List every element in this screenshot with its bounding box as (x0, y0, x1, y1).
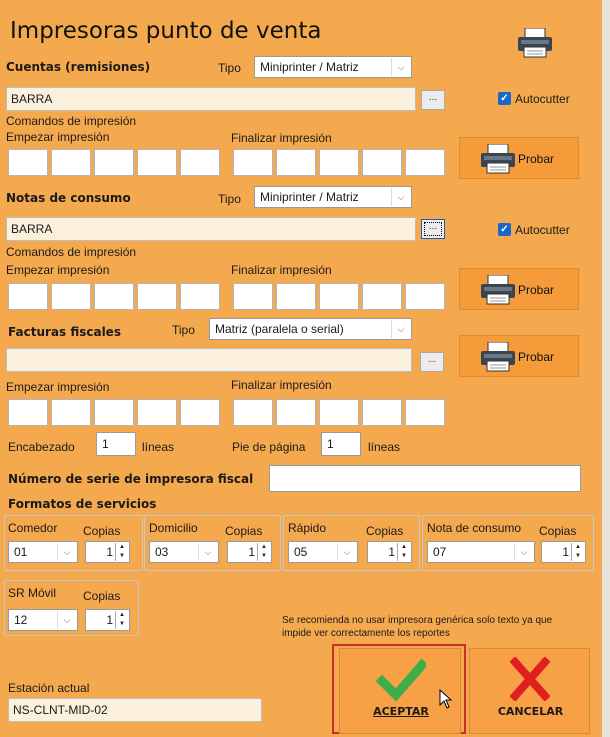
facturas-printer-field[interactable] (6, 348, 412, 372)
chevron-down-icon[interactable]: ⌵ (514, 543, 533, 561)
code-box[interactable] (319, 283, 359, 310)
down-arrow-icon[interactable]: ▼ (119, 553, 125, 559)
pie-input[interactable]: 1 (321, 432, 361, 456)
notas-browse-button[interactable]: ... (421, 219, 445, 239)
encabezado-unit: líneas (142, 440, 175, 454)
service-format-select[interactable] (427, 541, 535, 563)
code-box[interactable] (51, 149, 91, 176)
code-box[interactable] (233, 283, 273, 310)
service-name: Rápido (288, 521, 327, 535)
aceptar-label: ACEPTAR (373, 705, 429, 718)
cuentas-probar-button[interactable] (459, 137, 579, 179)
cuentas-autocutter-checkbox[interactable]: ✓ (498, 92, 511, 105)
serie-input[interactable] (269, 465, 581, 492)
autocutter-label: Autocutter (515, 92, 570, 106)
printer-icon (480, 144, 516, 174)
stepper-buttons[interactable] (115, 611, 128, 629)
service-group-comedor (4, 515, 143, 571)
probar-label: Probar (518, 152, 555, 166)
cancelar-label: CANCELAR (497, 705, 564, 718)
estacion-label: Estación actual (8, 681, 90, 695)
select-value: 03 (155, 545, 169, 559)
code-box[interactable] (233, 149, 273, 176)
tipo-label: Tipo (218, 61, 241, 75)
code-box[interactable] (180, 399, 220, 426)
select-value: Matriz (paralela o serial) (215, 322, 344, 336)
encabezado-label: Encabezado (8, 440, 75, 454)
facturas-probar-button[interactable] (459, 335, 579, 377)
end-label: Finalizar impresión (231, 378, 332, 392)
code-box[interactable] (137, 283, 177, 310)
copias-stepper[interactable] (85, 609, 130, 631)
service-group-nota (422, 515, 594, 571)
section-title-cuentas: Cuentas (remisiones) (6, 60, 151, 74)
code-box[interactable] (8, 149, 48, 176)
code-box[interactable] (137, 399, 177, 426)
encabezado-input[interactable]: 1 (96, 432, 136, 456)
pie-unit: líneas (368, 440, 401, 454)
chevron-down-icon[interactable]: ⌵ (391, 58, 410, 76)
down-arrow-icon[interactable]: ▼ (261, 553, 267, 559)
service-group-srmovil (4, 580, 139, 636)
start-label: Empezar impresión (6, 130, 110, 144)
up-arrow-icon[interactable]: ▲ (119, 544, 125, 550)
chevron-down-icon[interactable]: ⌵ (57, 543, 76, 561)
code-box[interactable] (51, 283, 91, 310)
section-title-notas: Notas de consumo (6, 191, 131, 205)
copias-stepper[interactable] (227, 541, 272, 563)
service-format-select[interactable] (8, 609, 78, 631)
code-box[interactable] (405, 283, 445, 310)
chevron-down-icon[interactable]: ⌵ (391, 188, 410, 206)
printer-note: Se recomienda no usar impresora genérica solo texto ya que impide ver correctamente los reportes (282, 615, 553, 639)
copias-label: Copias (366, 524, 404, 538)
stepper-buttons[interactable] (257, 543, 270, 561)
code-box[interactable] (233, 399, 273, 426)
commands-label: Comandos de impresión (6, 114, 137, 128)
copias-stepper[interactable] (85, 541, 130, 563)
select-value: 07 (433, 545, 447, 559)
probar-label: Probar (518, 283, 555, 297)
code-box[interactable] (362, 399, 402, 426)
estacion-field[interactable]: NS-CLNT-MID-02 (8, 698, 262, 722)
code-box[interactable] (180, 149, 220, 176)
up-arrow-icon[interactable]: ▲ (119, 612, 125, 618)
tipo-label: Tipo (172, 323, 195, 337)
code-box[interactable] (362, 283, 402, 310)
copias-label: Copias (83, 589, 121, 603)
facturas-browse-button[interactable]: ... (420, 352, 444, 372)
check-icon (376, 657, 426, 703)
code-box[interactable] (8, 283, 48, 310)
code-box[interactable] (8, 399, 48, 426)
service-name: SR Móvil (8, 586, 57, 600)
select-value: 01 (14, 545, 28, 559)
stepper-buttons[interactable] (115, 543, 128, 561)
copias-label: Copias (225, 524, 263, 538)
select-value: Miniprinter / Matriz (260, 60, 359, 74)
aceptar-button[interactable] (339, 648, 461, 734)
service-name: Nota de consumo (427, 521, 522, 535)
down-arrow-icon[interactable]: ▼ (119, 621, 125, 627)
notas-printer-field[interactable]: BARRA (6, 217, 416, 241)
code-box[interactable] (94, 283, 134, 310)
code-box[interactable] (51, 399, 91, 426)
page-title: Impresoras punto de venta (10, 18, 322, 44)
notas-autocutter-checkbox[interactable]: ✓ (498, 223, 511, 236)
window-edge (602, 0, 610, 737)
serie-label: Número de serie de impresora fiscal (8, 472, 254, 486)
cuentas-browse-button[interactable]: ... (421, 90, 445, 110)
code-box[interactable] (276, 149, 316, 176)
service-group-domicilio (144, 515, 281, 571)
notas-probar-button[interactable] (459, 268, 579, 310)
copias-stepper[interactable] (541, 541, 586, 563)
service-format-select[interactable] (288, 541, 358, 563)
down-arrow-icon[interactable]: ▼ (575, 553, 581, 559)
end-label: Finalizar impresión (231, 131, 332, 145)
service-format-select[interactable] (8, 541, 78, 563)
code-box[interactable] (319, 399, 359, 426)
code-box[interactable] (319, 149, 359, 176)
up-arrow-icon[interactable]: ▲ (401, 544, 407, 550)
formatos-label: Formatos de servicios (8, 497, 157, 511)
code-box[interactable] (405, 149, 445, 176)
cancelar-button[interactable] (469, 648, 590, 734)
code-box[interactable] (94, 399, 134, 426)
close-icon (510, 657, 550, 701)
stepper-value: 1 (388, 545, 395, 559)
select-value: Miniprinter / Matriz (260, 190, 359, 204)
stepper-value: 1 (248, 545, 255, 559)
end-label: Finalizar impresión (231, 263, 332, 277)
select-value: 12 (14, 613, 28, 627)
code-box[interactable] (94, 149, 134, 176)
chevron-down-icon[interactable]: ⌵ (391, 320, 410, 338)
commands-label: Comandos de impresión (6, 245, 137, 259)
up-arrow-icon[interactable]: ▲ (261, 544, 267, 550)
notas-tipo-select[interactable] (254, 186, 412, 208)
copias-label: Copias (83, 524, 121, 538)
chevron-down-icon[interactable]: ⌵ (57, 611, 76, 629)
copias-label: Copias (539, 524, 577, 538)
cuentas-printer-field[interactable]: BARRA (6, 87, 416, 111)
facturas-tipo-select[interactable] (209, 318, 412, 340)
code-box[interactable] (276, 283, 316, 310)
stepper-value: 1 (562, 545, 569, 559)
service-group-rapido (283, 515, 420, 571)
code-box[interactable] (362, 149, 402, 176)
chevron-down-icon[interactable]: ⌵ (198, 543, 217, 561)
code-box[interactable] (180, 283, 220, 310)
stepper-buttons[interactable] (397, 543, 410, 561)
section-title-facturas: Facturas fiscales (8, 325, 121, 339)
code-box[interactable] (137, 149, 177, 176)
down-arrow-icon[interactable]: ▼ (401, 553, 407, 559)
service-name: Domicilio (149, 521, 198, 535)
up-arrow-icon[interactable]: ▲ (575, 544, 581, 550)
cuentas-tipo-select[interactable] (254, 56, 412, 78)
tipo-label: Tipo (218, 192, 241, 206)
mouse-cursor-icon (439, 689, 453, 709)
autocutter-label: Autocutter (515, 223, 570, 237)
printer-icon (517, 28, 555, 60)
stepper-value: 1 (106, 613, 113, 627)
start-label: Empezar impresión (6, 380, 110, 394)
code-box[interactable] (405, 399, 445, 426)
service-name: Comedor (8, 521, 58, 535)
printer-icon (480, 342, 516, 372)
chevron-down-icon[interactable]: ⌵ (337, 543, 356, 561)
printer-icon (480, 275, 516, 305)
stepper-value: 1 (106, 545, 113, 559)
code-box[interactable] (276, 399, 316, 426)
stepper-buttons[interactable] (571, 543, 584, 561)
probar-label: Probar (518, 350, 555, 364)
select-value: 05 (294, 545, 308, 559)
service-format-select[interactable] (149, 541, 219, 563)
pie-label: Pie de página (232, 440, 306, 454)
copias-stepper[interactable] (367, 541, 412, 563)
start-label: Empezar impresión (6, 263, 110, 277)
